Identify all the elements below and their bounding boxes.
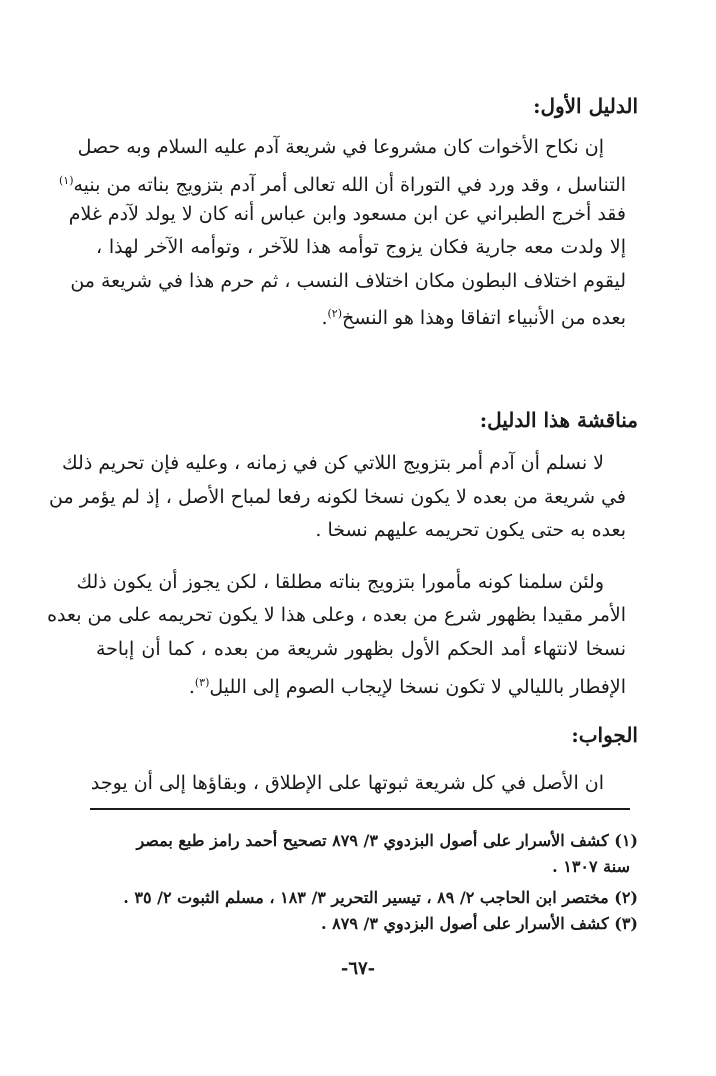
discussion-p1-line-2: في شريعة من بعده لا يكون نسخا لكونه رفعا لمباح الأصل ، إذ لم يؤمر من — [49, 486, 626, 508]
discussion-heading: مناقشة هذا الدليل: — [479, 408, 638, 432]
footnote-1-cont: سنة ١٣٠٧ . — [552, 857, 630, 876]
first-proof-line-4: إلا ولدت معه جارية فكان يزوج توأمه هذا للآخر ، وتوأمه الآخر لهذا ، — [96, 236, 626, 258]
footnote-marker-3: (٣) — [194, 676, 210, 689]
page-number: -٦٧- — [340, 958, 376, 979]
discussion-p1-line-1: لا نسلم أن آدم أمر بتزويج اللاتي كن في زمانه ، وعليه فإن تحريم ذلك — [62, 452, 604, 474]
discussion-p2-line-3: نسخا لانتهاء أمد الحكم الأول بظهور شريعة من بعده ، كما أن إباحة — [96, 638, 626, 660]
first-proof-heading: الدليل الأول: — [533, 94, 638, 118]
footnote-2: (٢) مختصر ابن الحاجب ٢/ ٨٩ ، تيسير التحرير ٣/ ١٨٣ ، مسلم الثبوت ٢/ ٣٥ . — [123, 888, 638, 907]
first-proof-line-1: إن نكاح الأخوات كان مشروعا في شريعة آدم عليه السلام وبه حصل — [77, 136, 604, 158]
discussion-p2-line-2: الأمر مقيدا بظهور شرع من بعده ، وعلى هذا لا يكون تحريمه على من بعده — [47, 604, 626, 626]
discussion-p1-line-3: بعده به حتى يكون تحريمه عليهم نسخا . — [315, 519, 626, 541]
answer-heading: الجواب: — [571, 723, 638, 747]
discussion-p2-line-4: الإفطار بالليالي لا تكون نسخا لإيجاب الصوم إلى الليل$^{(٣)}$. — [188, 676, 626, 698]
discussion-p2-line-1: ولئن سلمنا كونه مأمورا بتزويج بناته مطلقا ، لكن يجوز أن يكون ذلك — [76, 571, 604, 593]
first-proof-line-6: بعده من الأنبياء اتفاقا وهذا هو النسخ$^{(٢)}$. — [321, 307, 626, 329]
footnote-1: (١) كشف الأسرار على أصول البزدوي ٣/ ٨٧٩ تصحيح أحمد رامز طبع بمصر — [136, 831, 638, 850]
footnote-3: (٣) كشف الأسرار على أصول البزدوي ٣/ ٨٧٩ . — [321, 914, 638, 933]
footnote-marker-2: (٢) — [327, 307, 342, 320]
answer-line-1: ان الأصل في كل شريعة ثبوتها على الإطلاق ، وبقاؤها إلى أن يوجد — [90, 772, 604, 794]
first-proof-line-5: ليقوم اختلاف البطون مكان اختلاف النسب ، ثم حرم هذا في شريعة من — [70, 270, 626, 292]
footnote-marker-1: (١) — [58, 174, 74, 187]
footnote-divider — [90, 808, 630, 810]
first-proof-line-2: التناسل ، وقد ورد في التوراة أن الله تعالى أمر آدم بتزويج بناته من بنيه$^{(١)}$ — [58, 174, 626, 196]
first-proof-line-3: فقد أخرج الطبراني عن ابن مسعود وابن عباس أنه كان لا يولد لآدم غلام — [68, 203, 626, 225]
